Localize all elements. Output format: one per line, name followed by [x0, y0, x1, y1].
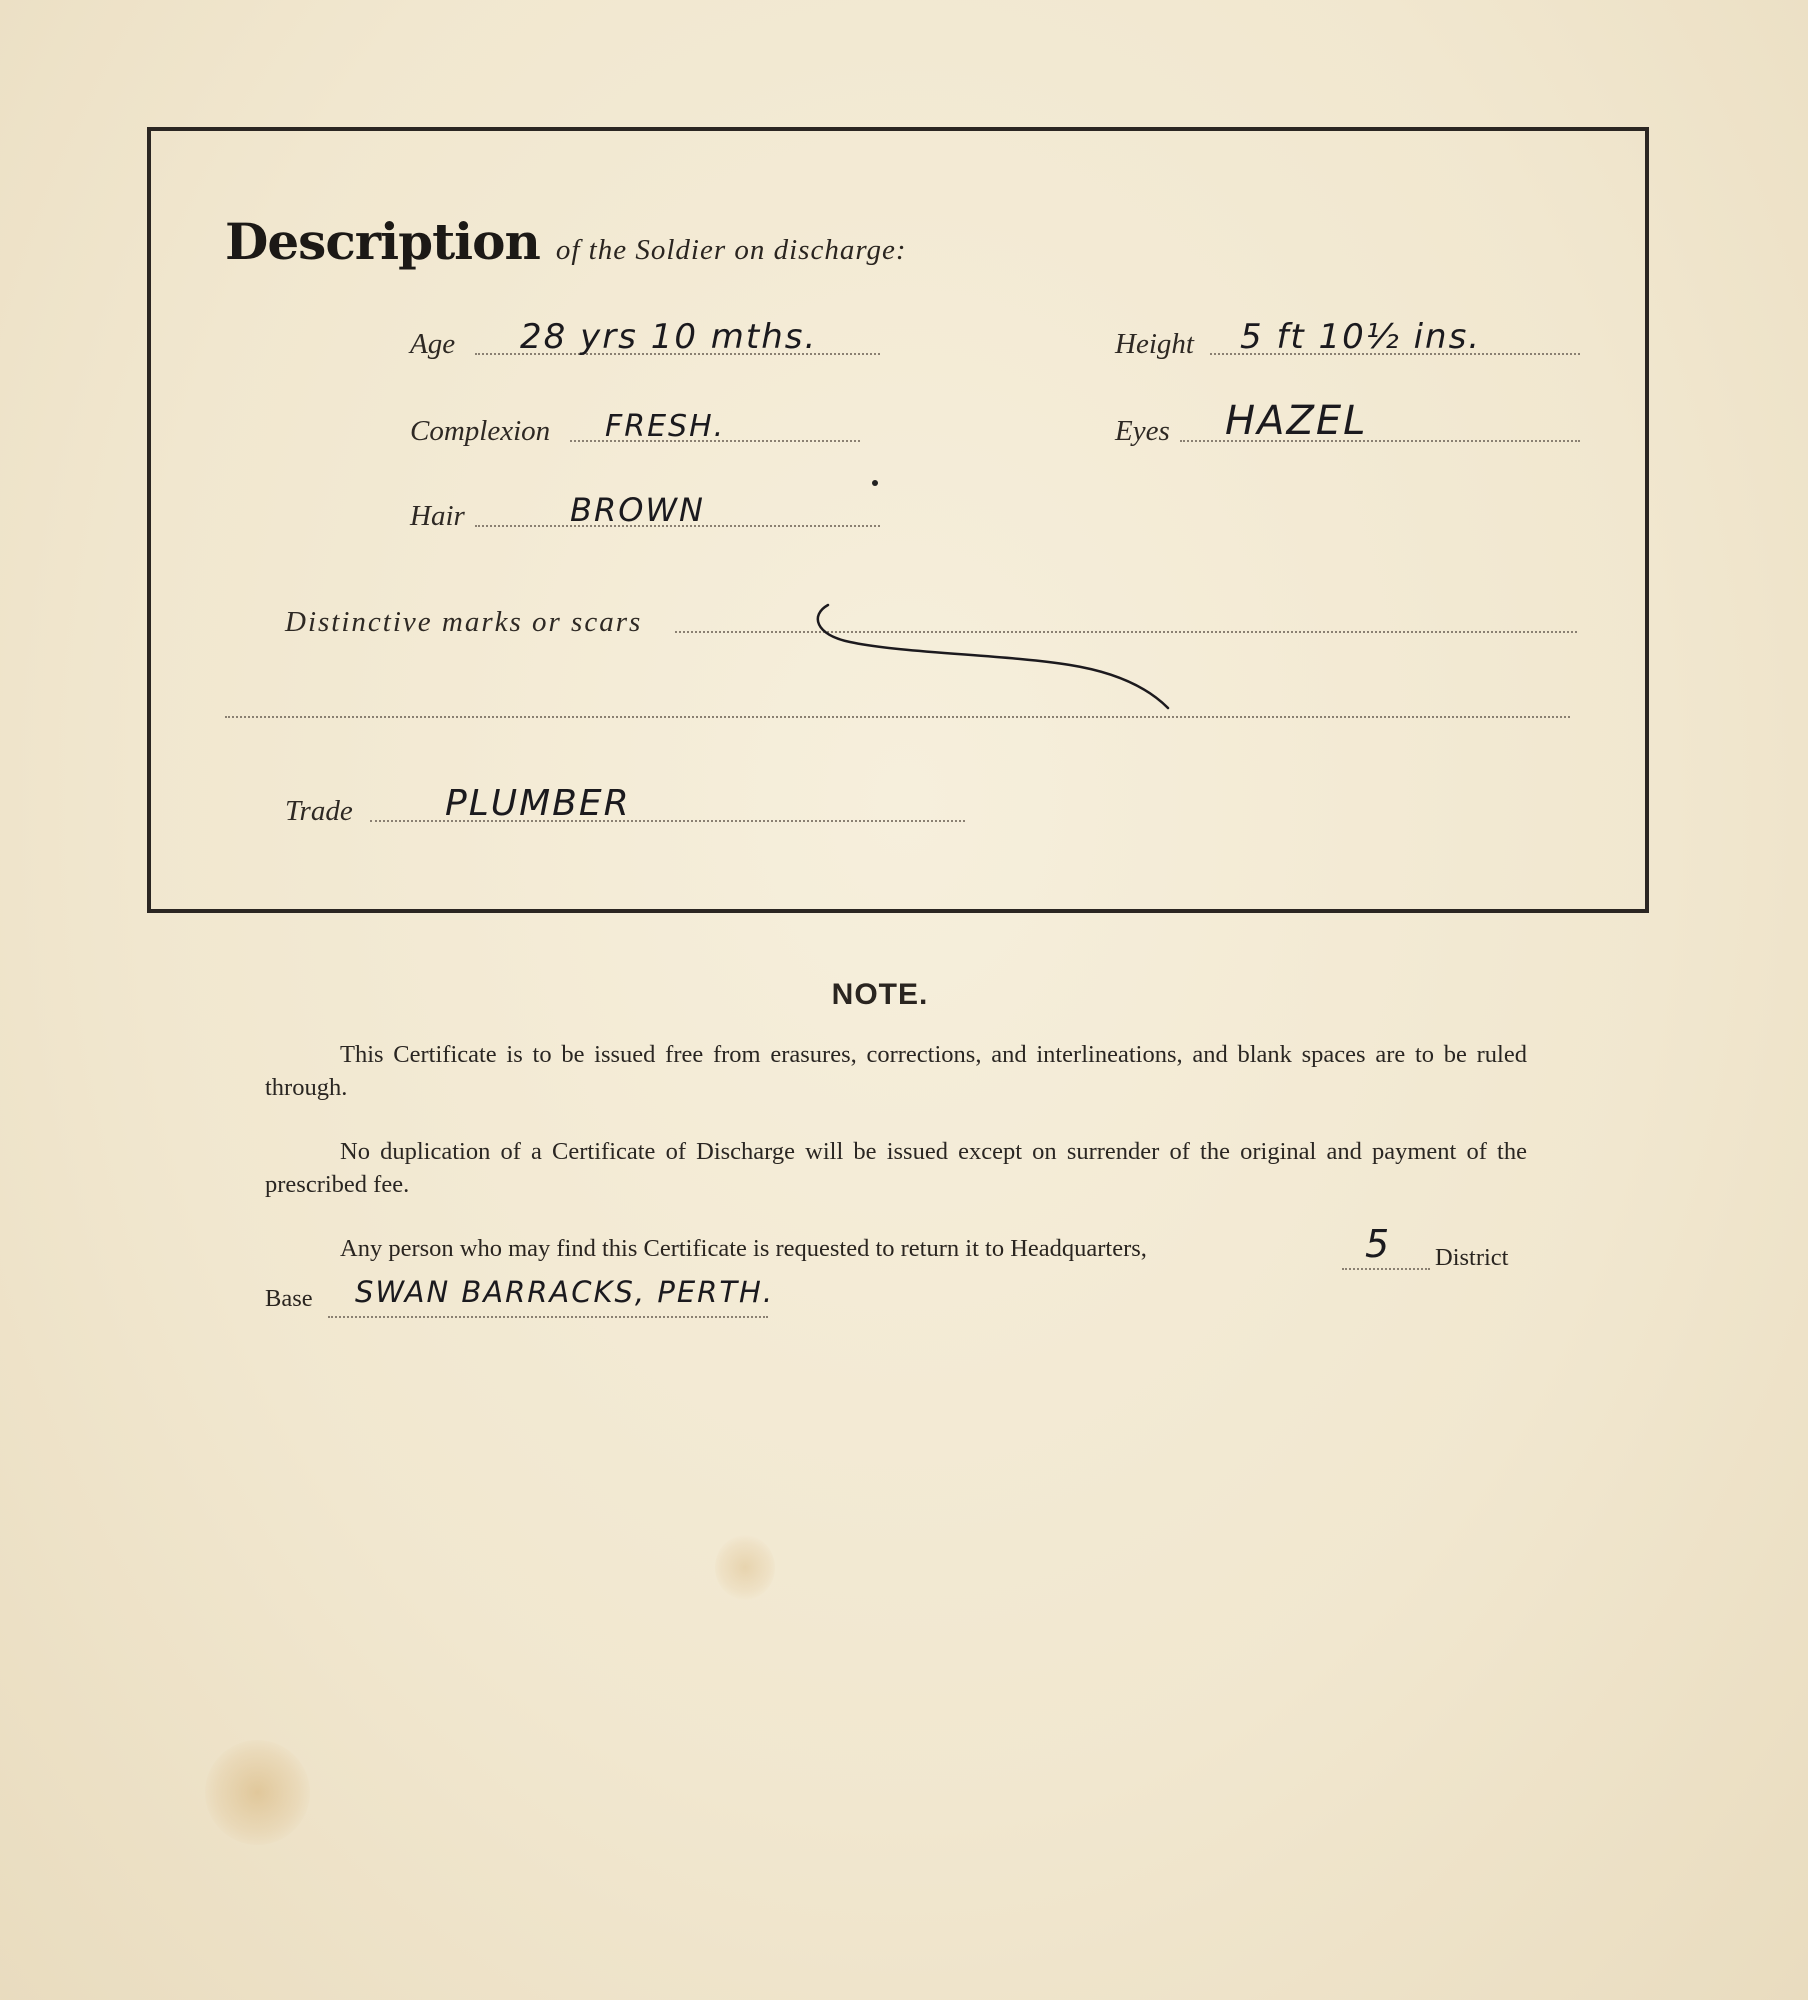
district-value: 5: [1365, 1222, 1392, 1266]
note-title: NOTE.: [831, 978, 929, 1011]
title-gothic: Description: [225, 212, 540, 271]
complexion-label: Complexion: [410, 415, 551, 447]
height-field: [1115, 317, 1580, 369]
marks-second-line: [225, 716, 1570, 718]
district-label: District: [1435, 1244, 1509, 1271]
trade-label: Trade: [285, 795, 353, 827]
trade-field: [285, 783, 965, 836]
district-dots: [1342, 1268, 1430, 1270]
eyes-value: HAZEL: [1225, 398, 1368, 444]
base-dots: [328, 1316, 768, 1318]
height-label: Height: [1115, 328, 1194, 360]
ink-dot: [872, 480, 878, 486]
hair-value: BROWN: [570, 491, 705, 529]
age-label: Age: [410, 328, 456, 360]
note-paragraph-3: [340, 1235, 1147, 1263]
age-field: [410, 317, 880, 369]
trade-value: PLUMBER: [445, 783, 631, 824]
title-subtitle: of the Soldier on discharge:: [555, 234, 907, 266]
marks-label: Distinctive marks or scars: [285, 606, 643, 638]
base-value: SWAN BARRACKS, PERTH.: [355, 1275, 775, 1309]
complexion-field: [410, 409, 860, 456]
height-value: 5 ft 10½ ins.: [1240, 317, 1482, 357]
hair-label: Hair: [410, 500, 465, 532]
return-text: Any person who may find this Certificate is requested to return it to Headquarters,: [340, 1235, 1147, 1262]
description-title: [225, 212, 907, 271]
blank-rule-stroke: [810, 595, 1180, 715]
base-label: Base: [265, 1285, 313, 1312]
eyes-label: Eyes: [1115, 415, 1170, 447]
stain: [205, 1740, 310, 1845]
stain: [715, 1535, 775, 1600]
note-paragraph-2: No duplication of a Certificate of Discharge will be issued except on surrender of the original and payment of the prescribed fee.: [265, 1138, 1527, 1198]
complexion-value: FRESH.: [605, 409, 726, 444]
age-value: 28 yrs 10 mths.: [520, 317, 818, 357]
hair-field: [410, 491, 880, 541]
eyes-field: [1115, 398, 1580, 456]
note-paragraph-1: This Certificate is to be issued free from erasures, corrections, and interlineations, and blank spaces are to be ruled through.: [265, 1041, 1527, 1101]
